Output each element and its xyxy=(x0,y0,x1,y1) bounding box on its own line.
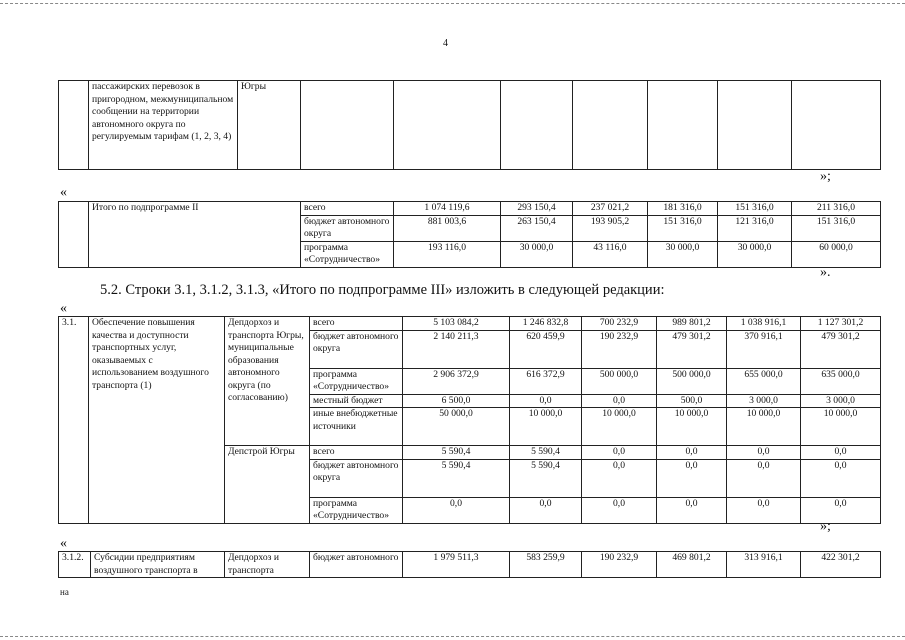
page-number: 4 xyxy=(443,38,448,49)
value-cell: 0,0 xyxy=(727,446,801,460)
value-cell: 237 021,2 xyxy=(573,202,648,216)
value-cell: 0,0 xyxy=(582,394,657,408)
value-cell: 193 116,0 xyxy=(394,241,501,267)
open-quote: « xyxy=(60,301,67,316)
value-cell: 500 000,0 xyxy=(657,368,727,394)
value-cell: 1 074 119,6 xyxy=(394,202,501,216)
cell-value xyxy=(501,81,573,170)
cell-value xyxy=(573,81,648,170)
value-cell: 0,0 xyxy=(582,446,657,460)
subprogram-total-title: Итого по подпрограмме II xyxy=(89,202,301,268)
bottom-scan-edge xyxy=(0,636,905,637)
cell-value xyxy=(792,81,881,170)
value-cell: 500 000,0 xyxy=(582,368,657,394)
table-row xyxy=(59,317,881,331)
value-cell: 10 000,0 xyxy=(582,408,657,446)
value-cell: 5 590,4 xyxy=(510,459,582,497)
value-cell: 616 372,9 xyxy=(510,368,582,394)
value-cell: 10 000,0 xyxy=(510,408,582,446)
value-cell: 30 000,0 xyxy=(718,241,792,267)
value-cell: 0,0 xyxy=(582,497,657,523)
value-cell: 469 801,2 xyxy=(657,552,727,578)
value-cell: 0,0 xyxy=(510,394,582,408)
value-cell: 30 000,0 xyxy=(501,241,573,267)
source-label: бюджет автономного округа xyxy=(310,459,403,497)
value-cell: 10 000,0 xyxy=(727,408,801,446)
value-cell: 190 232,9 xyxy=(582,552,657,578)
source-label: программа «Сотрудничество» xyxy=(301,241,394,267)
source-label: всего xyxy=(301,202,394,216)
value-cell: 1 038 916,1 xyxy=(727,317,801,331)
cell-value xyxy=(394,81,501,170)
value-cell: 0,0 xyxy=(657,446,727,460)
value-cell: 193 905,2 xyxy=(573,215,648,241)
section-heading: 5.2. Строки 3.1, 3.1.2, 3.1.3, «Итого по подпрограмме III» изложить в следующей редакции: xyxy=(100,282,665,298)
open-quote: « xyxy=(60,536,67,551)
value-cell: 43 116,0 xyxy=(573,241,648,267)
value-cell: 479 301,2 xyxy=(657,330,727,368)
value-cell: 479 301,2 xyxy=(801,330,881,368)
cell-source xyxy=(301,81,394,170)
value-cell: 0,0 xyxy=(801,459,881,497)
close-quote: »; xyxy=(820,519,831,534)
value-cell: 5 590,4 xyxy=(403,446,510,460)
cell-num xyxy=(59,202,89,268)
value-cell: 0,0 xyxy=(801,497,881,523)
source-label: бюджет автономного xyxy=(310,552,403,578)
value-cell: 3 000,0 xyxy=(727,394,801,408)
value-cell: 30 000,0 xyxy=(648,241,718,267)
value-cell: 50 000,0 xyxy=(403,408,510,446)
open-quote: « xyxy=(60,185,67,200)
value-cell: 635 000,0 xyxy=(801,368,881,394)
value-cell: 1 127 301,2 xyxy=(801,317,881,331)
value-cell: 2 906 372,9 xyxy=(403,368,510,394)
executor-name: Депдорхоз и транспорта Югры, муниципальные образования автономного округа (по согласованию) xyxy=(225,317,310,446)
value-cell: 0,0 xyxy=(657,497,727,523)
table-row xyxy=(59,202,881,216)
value-cell: 989 801,2 xyxy=(657,317,727,331)
source-label: местный бюджет xyxy=(310,394,403,408)
table-row xyxy=(59,552,881,578)
value-cell: 263 150,4 xyxy=(501,215,573,241)
source-label: программа «Сотрудничество» xyxy=(310,497,403,523)
value-cell: 5 103 084,2 xyxy=(403,317,510,331)
value-cell: 2 140 211,3 xyxy=(403,330,510,368)
value-cell: 3 000,0 xyxy=(801,394,881,408)
value-cell: 151 316,0 xyxy=(792,215,881,241)
value-cell: 181 316,0 xyxy=(648,202,718,216)
footer-fragment: на xyxy=(60,587,69,597)
value-cell: 0,0 xyxy=(801,446,881,460)
value-cell: 0,0 xyxy=(510,497,582,523)
value-cell: 583 259,9 xyxy=(510,552,582,578)
close-quote: ». xyxy=(820,265,831,280)
executor-name: Дeпдорхоз и транспорта xyxy=(225,552,310,578)
top-scan-edge xyxy=(0,3,905,4)
value-cell: 6 500,0 xyxy=(403,394,510,408)
value-cell: 700 232,9 xyxy=(582,317,657,331)
value-cell: 211 316,0 xyxy=(792,202,881,216)
value-cell: 293 150,4 xyxy=(501,202,573,216)
value-cell: 10 000,0 xyxy=(801,408,881,446)
value-cell: 5 590,4 xyxy=(510,446,582,460)
value-cell: 1 246 832,8 xyxy=(510,317,582,331)
cell-value xyxy=(648,81,718,170)
source-label: всего xyxy=(310,446,403,460)
value-cell: 0,0 xyxy=(582,459,657,497)
value-cell: 151 316,0 xyxy=(718,202,792,216)
source-label: бюджет автономного округа xyxy=(301,215,394,241)
source-label: программа «Сотрудничество» xyxy=(310,368,403,394)
value-cell: 151 316,0 xyxy=(648,215,718,241)
value-cell: 881 003,6 xyxy=(394,215,501,241)
value-cell: 655 000,0 xyxy=(727,368,801,394)
value-cell: 370 916,1 xyxy=(727,330,801,368)
value-cell: 0,0 xyxy=(657,459,727,497)
table-row xyxy=(59,81,881,170)
cell-name: пассажирских перевозок в пригородном, межмуниципальном сообщении на территории автономного округа по рeгулируемым тарифам (1, 2, 3, 4) xyxy=(89,81,238,170)
measure-name: Обеспечение повышения качества и доступности транспортных услуг, оказываемых с использованием воздушного транспорта (1) xyxy=(89,317,225,524)
cell-executor: Югры xyxy=(238,81,301,170)
table-row-3-1 xyxy=(58,316,881,524)
row-number: 3.1. xyxy=(59,317,89,524)
source-label: всего xyxy=(310,317,403,331)
value-cell: 121 316,0 xyxy=(718,215,792,241)
value-cell: 313 916,1 xyxy=(727,552,801,578)
value-cell: 0,0 xyxy=(403,497,510,523)
value-cell: 500,0 xyxy=(657,394,727,408)
value-cell: 0,0 xyxy=(727,459,801,497)
table-continuation xyxy=(58,80,881,170)
value-cell: 60 000,0 xyxy=(792,241,881,267)
value-cell: 1 979 511,3 xyxy=(403,552,510,578)
value-cell: 620 459,9 xyxy=(510,330,582,368)
source-label: иные внебюджетные источники xyxy=(310,408,403,446)
cell-num xyxy=(59,81,89,170)
source-label: бюджет автономного округа xyxy=(310,330,403,368)
value-cell: 10 000,0 xyxy=(657,408,727,446)
row-number: 3.1.2. xyxy=(59,552,91,578)
executor-name: Депстрой Югры xyxy=(225,446,310,524)
cell-value xyxy=(718,81,792,170)
value-cell: 190 232,9 xyxy=(582,330,657,368)
value-cell: 5 590,4 xyxy=(403,459,510,497)
value-cell: 422 301,2 xyxy=(801,552,881,578)
close-quote: »; xyxy=(820,169,831,184)
value-cell: 0,0 xyxy=(727,497,801,523)
measure-name: Субсидии предприятиям воздушного транспорта в xyxy=(91,552,225,578)
table-subprogram-2-total xyxy=(58,201,881,268)
table-row-3-1-2 xyxy=(58,551,881,578)
